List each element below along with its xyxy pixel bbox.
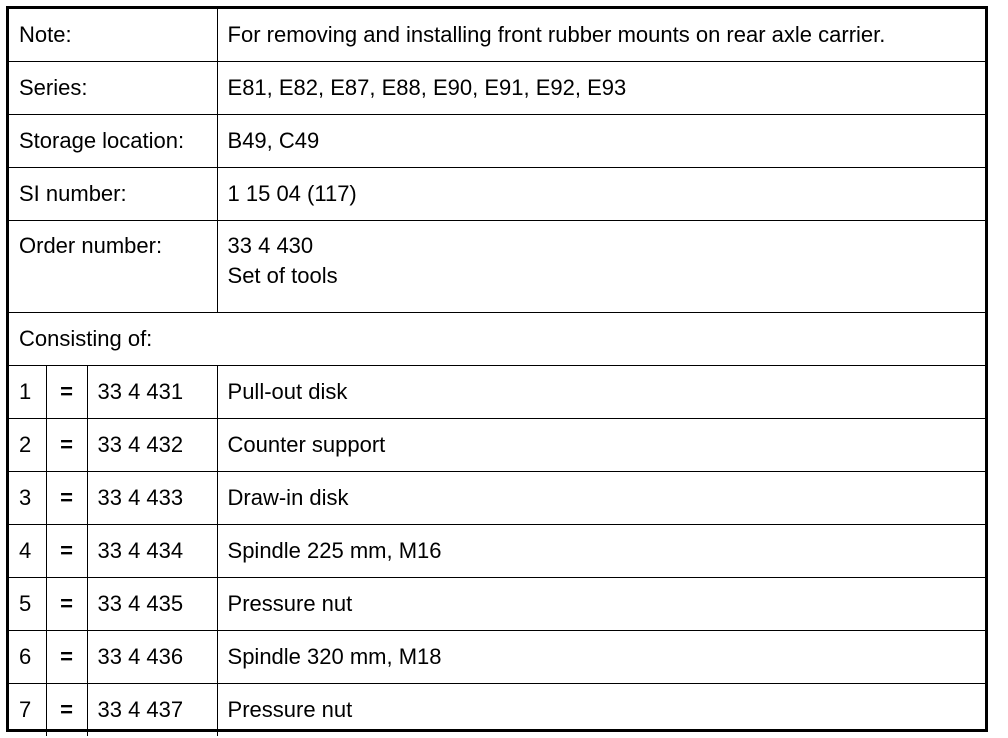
part-index: 4 (9, 525, 46, 578)
part-description: Pull-out disk (217, 366, 985, 419)
si-row (9, 168, 985, 221)
part-description: Pressure nut (217, 684, 985, 737)
part-row (9, 366, 985, 419)
si-label: SI number: (9, 168, 217, 221)
part-row (9, 525, 985, 578)
series-label: Series: (9, 62, 217, 115)
order-value (217, 221, 985, 313)
order-label: Order number: (9, 221, 217, 313)
note-label: Note: (9, 9, 217, 62)
storage-label: Storage location: (9, 115, 217, 168)
part-row (9, 419, 985, 472)
part-index: 6 (9, 631, 46, 684)
part-code: 33 4 432 (87, 419, 217, 472)
part-code: 33 4 431 (87, 366, 217, 419)
storage-row (9, 115, 985, 168)
part-description: Pressure nut (217, 578, 985, 631)
tool-info-table (9, 9, 985, 736)
note-row (9, 9, 985, 62)
part-index: 7 (9, 684, 46, 737)
order-description: Set of tools (227, 263, 338, 288)
tool-info-sheet (6, 6, 988, 732)
part-equals: = (46, 631, 87, 684)
part-description: Counter support (217, 419, 985, 472)
part-index: 1 (9, 366, 46, 419)
part-index: 2 (9, 419, 46, 472)
part-code: 33 4 436 (87, 631, 217, 684)
consisting-row (9, 313, 985, 366)
part-index: 5 (9, 578, 46, 631)
part-row (9, 578, 985, 631)
part-code: 33 4 433 (87, 472, 217, 525)
series-value: E81, E82, E87, E88, E90, E91, E92, E93 (217, 62, 985, 115)
order-number: 33 4 430 (227, 233, 314, 258)
part-code: 33 4 437 (87, 684, 217, 737)
part-row (9, 684, 985, 737)
storage-value: B49, C49 (217, 115, 985, 168)
si-value: 1 15 04 (117) (217, 168, 985, 221)
part-description: Draw-in disk (217, 472, 985, 525)
part-equals: = (46, 419, 87, 472)
series-row (9, 62, 985, 115)
part-equals: = (46, 578, 87, 631)
part-equals: = (46, 366, 87, 419)
part-equals: = (46, 525, 87, 578)
part-row (9, 631, 985, 684)
order-row (9, 221, 985, 313)
part-description: Spindle 225 mm, M16 (217, 525, 985, 578)
part-code: 33 4 434 (87, 525, 217, 578)
part-equals: = (46, 684, 87, 737)
part-index: 3 (9, 472, 46, 525)
part-description: Spindle 320 mm, M18 (217, 631, 985, 684)
part-code: 33 4 435 (87, 578, 217, 631)
consisting-label: Consisting of: (9, 313, 985, 366)
part-row (9, 472, 985, 525)
part-equals: = (46, 472, 87, 525)
note-value: For removing and installing front rubber mounts on rear axle carrier. (217, 9, 985, 62)
